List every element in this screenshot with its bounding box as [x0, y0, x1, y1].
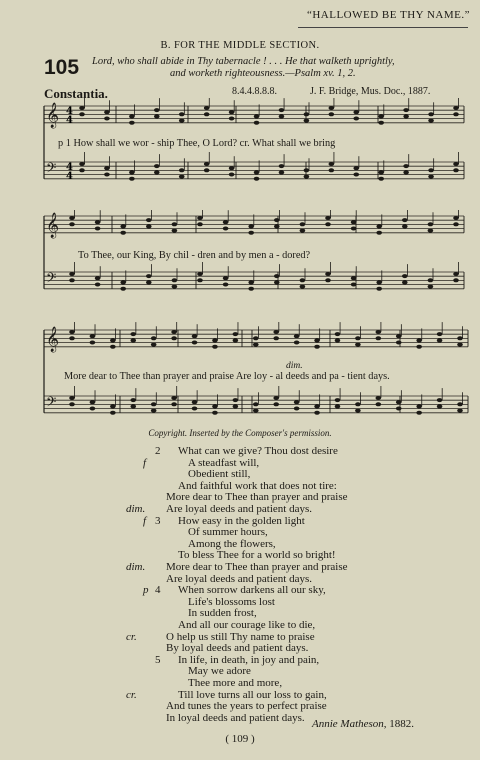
note-head [79, 112, 85, 116]
note-head [179, 119, 185, 123]
note-head [95, 220, 101, 224]
note-head [273, 402, 279, 406]
note-head [457, 409, 463, 413]
note-head [453, 216, 459, 220]
verse-number: 4 [155, 584, 161, 597]
note-head [90, 334, 96, 338]
note-head [151, 343, 157, 347]
verse-line: Till love turns all our loss to gain, [178, 688, 327, 701]
note-head [428, 119, 434, 123]
author-name: Annie Matheson [312, 718, 384, 730]
note-head [453, 112, 459, 116]
note-head [325, 216, 331, 220]
note-head [335, 398, 341, 402]
verse-line: A steadfast will, [188, 456, 260, 469]
note-head [351, 220, 357, 224]
note-head [325, 222, 331, 226]
note-head [294, 407, 300, 411]
verse-line: Life's blossoms lost [188, 595, 275, 608]
note-head [151, 409, 157, 413]
note-head [197, 222, 203, 226]
note-head [279, 170, 285, 174]
verse-number: 3 [155, 514, 161, 527]
note-head [416, 404, 422, 408]
note-head [90, 407, 96, 411]
note-head [273, 396, 279, 400]
treble-clef: 𝄞 [46, 213, 60, 238]
note-head [353, 110, 359, 114]
note-head [171, 402, 177, 406]
note-head [223, 227, 229, 231]
note-head [212, 338, 218, 342]
verse-dynamic: f [143, 456, 147, 469]
note-head [223, 220, 229, 224]
note-head [279, 114, 285, 118]
note-head [403, 108, 409, 112]
bass-clef: 𝄢 [46, 270, 57, 289]
note-head [300, 285, 306, 289]
note-head [212, 345, 218, 349]
note-head [120, 280, 126, 284]
verse-dynamic: p [143, 584, 149, 597]
note-head [376, 330, 382, 334]
note-head [79, 106, 85, 110]
note-head [300, 278, 306, 282]
note-head [229, 110, 235, 114]
note-head [248, 224, 254, 228]
note-head [304, 119, 310, 123]
running-title: “HALLOWED BE THY NAME.” [306, 9, 470, 21]
note-head [223, 276, 229, 280]
note-head [151, 402, 157, 406]
note-head [229, 166, 235, 170]
system-3-dynamic: dim. [286, 361, 303, 371]
epigraph [92, 56, 452, 80]
note-head [403, 114, 409, 118]
note-head [130, 398, 136, 402]
note-head [428, 222, 434, 226]
note-head [146, 218, 152, 222]
verse-line: Are loyal deeds and patient days. [166, 503, 313, 515]
note-head [457, 343, 463, 347]
note-head [129, 170, 135, 174]
verse-dynamic: dim. [126, 503, 146, 515]
bass-clef: 𝄢 [46, 160, 57, 179]
note-head [253, 402, 259, 406]
verse-line: When sorrow darkens all our sky, [178, 584, 326, 597]
note-head [130, 332, 136, 336]
note-head [110, 411, 116, 415]
note-head [403, 164, 409, 168]
system-1-lyrics: p 1 How shall we wor - ship Thee, O Lord? cr. What shall we bring [58, 138, 336, 149]
note-head [376, 396, 382, 400]
note-head [254, 170, 260, 174]
verse-line: In loyal deeds and patient days. [166, 711, 305, 724]
note-head [325, 278, 331, 282]
note-head [172, 285, 178, 289]
note-head [304, 168, 310, 172]
note-head [95, 227, 101, 231]
note-head [110, 404, 116, 408]
note-head [353, 173, 359, 177]
note-head [355, 343, 361, 347]
note-head [171, 396, 177, 400]
note-head [197, 216, 203, 220]
note-head [294, 334, 300, 338]
note-head [248, 231, 254, 235]
verse-line: Among the flowers, [188, 537, 276, 550]
hymn-number: 105 [44, 56, 80, 79]
note-head [192, 334, 198, 338]
note-head [69, 278, 75, 282]
note-head [335, 332, 341, 336]
note-head [378, 114, 384, 118]
note-head [437, 338, 443, 342]
note-head [179, 175, 185, 179]
note-head [248, 287, 254, 291]
verse-line: Thee more and more, [188, 677, 283, 689]
note-head [396, 341, 402, 345]
note-head [402, 224, 408, 228]
note-head [304, 112, 310, 116]
verse-line: In life, in death, in joy and pain, [178, 653, 320, 666]
note-head [69, 222, 75, 226]
note-head [279, 108, 285, 112]
tune-name: Constantia. [44, 86, 108, 101]
note-head [79, 162, 85, 166]
time-sig-bottom: 4 [66, 115, 73, 126]
composer: J. F. Bridge, Mus. Doc., 1887. [310, 86, 431, 97]
note-head [273, 330, 279, 334]
note-head [437, 332, 443, 336]
note-head [204, 112, 210, 116]
note-head [329, 106, 335, 110]
note-head [273, 336, 279, 340]
note-head [416, 345, 422, 349]
note-head [335, 338, 341, 342]
note-head [179, 168, 185, 172]
note-head [197, 272, 203, 276]
note-head [192, 400, 198, 404]
note-head [329, 112, 335, 116]
note-head [329, 162, 335, 166]
note-head [171, 330, 177, 334]
note-head [457, 336, 463, 340]
note-head [294, 400, 300, 404]
note-head [376, 336, 382, 340]
note-head [229, 117, 235, 121]
verse-line: More dear to Thee than prayer and praise [166, 491, 348, 504]
note-head [453, 168, 459, 172]
note-head [248, 280, 254, 284]
note-head [453, 222, 459, 226]
note-head [254, 177, 260, 181]
note-head [204, 168, 210, 172]
note-head [314, 411, 320, 415]
verse-dynamic: f [143, 514, 147, 527]
system-2-lyrics: To Thee, our King, By chil - dren and by men a - dored? [78, 250, 311, 261]
note-head [353, 166, 359, 170]
note-head [104, 173, 110, 177]
verse-line: In sudden frost, [188, 607, 257, 620]
system-3-lyrics: More dear to Thee than prayer and praise Are loy - al deeds and pa - tient days. [64, 371, 390, 382]
note-head [192, 407, 198, 411]
section-title: B. FOR THE MIDDLE SECTION. [160, 40, 320, 51]
note-head [453, 162, 459, 166]
verse-line: Of summer hours, [188, 526, 268, 539]
note-head [254, 114, 260, 118]
note-head [376, 287, 382, 291]
note-head [437, 398, 443, 402]
note-head [378, 177, 384, 181]
note-head [104, 117, 110, 121]
note-head [151, 336, 157, 340]
copyright-note: Copyright. Inserted by the Composer's permission. [148, 428, 332, 438]
note-head [437, 404, 443, 408]
verse-line: May we adore [188, 665, 251, 678]
note-head [192, 341, 198, 345]
note-head [120, 231, 126, 235]
note-head [314, 338, 320, 342]
note-head [233, 404, 239, 408]
note-head [351, 276, 357, 280]
note-head [453, 278, 459, 282]
note-head [428, 278, 434, 282]
note-head [129, 121, 135, 125]
note-head [279, 164, 285, 168]
note-head [428, 229, 434, 233]
note-head [396, 407, 402, 411]
meter: 8.4.4.8.8.8. [232, 86, 277, 97]
note-head [416, 338, 422, 342]
note-head [233, 332, 239, 336]
note-head [129, 114, 135, 118]
header-rule [298, 27, 468, 28]
treble-clef: 𝄞 [46, 327, 60, 352]
note-head [79, 168, 85, 172]
note-head [335, 404, 341, 408]
verse-dynamic: dim. [126, 561, 146, 573]
note-head [428, 175, 434, 179]
verse-line: What can we give? Thou dost desire [178, 445, 338, 457]
note-head [172, 229, 178, 233]
note-head [110, 338, 116, 342]
note-head [204, 162, 210, 166]
verse-dynamic: cr. [126, 630, 137, 643]
note-head [274, 224, 280, 228]
note-head [351, 283, 357, 287]
note-head [154, 108, 160, 112]
note-head [223, 283, 229, 287]
note-head [253, 409, 259, 413]
time-sig-top: 4 [66, 106, 73, 117]
note-head [104, 166, 110, 170]
note-head [233, 398, 239, 402]
verse-line: And faithful work that does not tire: [178, 479, 337, 492]
note-head [453, 272, 459, 276]
note-head [274, 280, 280, 284]
note-head [212, 411, 218, 415]
note-head [402, 280, 408, 284]
note-head [355, 336, 361, 340]
note-head [129, 177, 135, 181]
note-head [212, 404, 218, 408]
note-head [416, 411, 422, 415]
note-head [300, 222, 306, 226]
note-head [172, 222, 178, 226]
note-head [179, 112, 185, 116]
verse-dynamic: cr. [126, 688, 137, 701]
note-head [314, 345, 320, 349]
note-head [90, 400, 96, 404]
verse-line: And all our courage like to die, [178, 619, 316, 631]
note-head [154, 170, 160, 174]
note-head [314, 404, 320, 408]
note-head [90, 341, 96, 345]
note-head [130, 338, 136, 342]
note-head [254, 121, 260, 125]
note-head [171, 336, 177, 340]
note-head [146, 224, 152, 228]
verse-line: O help us still Thy name to praise [166, 630, 315, 643]
note-head [197, 278, 203, 282]
verse-line: Are loyal deeds and patient days. [166, 572, 313, 585]
verse-line: To bless Thee for a world so bright! [178, 549, 336, 562]
note-head [325, 272, 331, 276]
note-head [353, 117, 359, 121]
epigraph-line-2: and worketh righteousness.—Psalm xv. 1, 2. [170, 68, 356, 79]
time-sig-top: 4 [66, 162, 73, 173]
verse-number: 2 [155, 445, 161, 457]
note-head [130, 404, 136, 408]
note-head [146, 280, 152, 284]
note-head [428, 112, 434, 116]
note-head [95, 276, 101, 280]
note-head [351, 227, 357, 231]
note-head [378, 121, 384, 125]
note-head [69, 396, 75, 400]
note-head [274, 274, 280, 278]
note-head [95, 283, 101, 287]
bass-clef: 𝄢 [46, 394, 57, 413]
note-head [253, 343, 259, 347]
note-head [378, 170, 384, 174]
note-head [396, 334, 402, 338]
note-head [154, 114, 160, 118]
note-head [457, 402, 463, 406]
note-head [376, 224, 382, 228]
note-head [355, 402, 361, 406]
note-head [376, 280, 382, 284]
note-head [396, 400, 402, 404]
note-head [120, 287, 126, 291]
note-head [402, 274, 408, 278]
author-year: , 1882. [383, 718, 415, 730]
note-head [110, 345, 116, 349]
note-head [376, 231, 382, 235]
verse-line: By loyal deeds and patient days. [166, 642, 309, 655]
verse-line: How easy in the golden light [178, 514, 305, 527]
note-head [233, 338, 239, 342]
note-head [294, 341, 300, 345]
note-head [120, 224, 126, 228]
note-head [402, 218, 408, 222]
treble-clef: 𝄞 [46, 103, 60, 128]
note-head [69, 272, 75, 276]
verse-line: More dear to Thee than prayer and praise [166, 561, 348, 573]
note-head [69, 402, 75, 406]
note-head [253, 336, 259, 340]
note-head [428, 285, 434, 289]
note-head [403, 170, 409, 174]
note-head [300, 229, 306, 233]
note-head [428, 168, 434, 172]
verse-number: 5 [155, 653, 161, 666]
verse-line: Obedient still, [188, 468, 251, 481]
note-head [355, 409, 361, 413]
note-head [329, 168, 335, 172]
note-head [104, 110, 110, 114]
note-head [376, 402, 382, 406]
note-head [204, 106, 210, 110]
verse-line: And tunes the years to perfect praise [166, 700, 327, 713]
note-head [274, 218, 280, 222]
note-head [172, 278, 178, 282]
note-head [453, 106, 459, 110]
note-head [146, 274, 152, 278]
time-sig-bottom: 4 [66, 171, 73, 182]
page-number: ( 109 ) [225, 733, 255, 745]
note-head [154, 164, 160, 168]
note-head [69, 330, 75, 334]
note-head [69, 336, 75, 340]
author-credit [312, 718, 414, 730]
epigraph-line-1: Lord, who shall abide in Thy tabernacle ! . . . He that walketh uprightly, [92, 56, 395, 67]
note-head [69, 216, 75, 220]
note-head [229, 173, 235, 177]
note-head [304, 175, 310, 179]
